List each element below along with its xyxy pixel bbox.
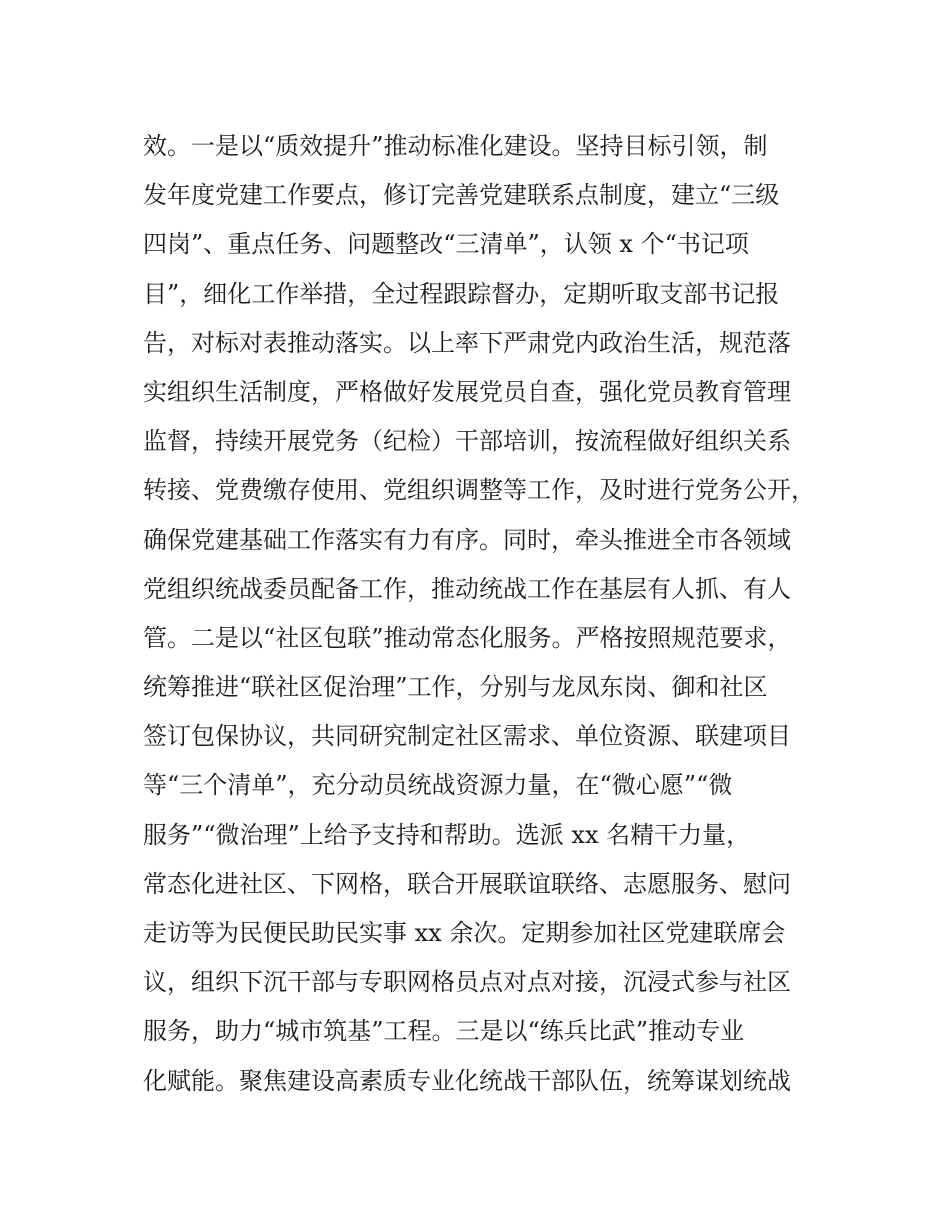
- text-line: 化赋能。聚焦建设高素质专业化统战干部队伍，统筹谋划统战: [143, 1066, 791, 1095]
- text-line: 管。二是以“社区包联”推动常态化服务。严格按照规范要求，: [143, 623, 792, 652]
- text-line: 党组织统战委员配备工作，推动统战工作在基层有人抓、有人: [143, 574, 791, 603]
- text-line: 实组织生活制度，严格做好发展党员自查，强化党员教育管理: [143, 377, 791, 406]
- text-line: 发年度党建工作要点，修订完善党建联系点制度，建立“三级: [143, 181, 780, 210]
- text-line: 签订包保协议，共同研究制定社区需求、单位资源、联建项目: [143, 722, 791, 751]
- text-line: 走访等为民便民助民实事 xx 余次。定期参加社区党建联席会: [143, 919, 786, 947]
- text-line: 目”，细化工作举措，全过程跟踪督办，定期听取支部书记报: [143, 279, 780, 308]
- text-line: 服务”“微治理”上给予支持和帮助。选派 xx 名精干力量，: [143, 820, 751, 849]
- text-line: 统筹推进“联社区促治理”工作，分别与龙凤东岗、御和社区: [143, 673, 768, 702]
- text-line: 确保党建基础工作落实有力有序。同时，牵头推进全市各领域: [143, 525, 791, 554]
- text-line: 告，对标对表推动落实。以上率下严肃党内政治生活，规范落: [143, 328, 791, 357]
- text-line: 效。一是以“质效提升”推动标准化建设。坚持目标引领，制: [143, 132, 768, 160]
- text-line: 议，组织下沉干部与专职网格员点对点对接，沉浸式参与社区: [143, 968, 791, 997]
- text-line: 监督，持续开展党务（纪检）干部培训，按流程做好组织关系: [143, 427, 791, 456]
- text-line: 常态化进社区、下网格，联合开展联谊联络、志愿服务、慰问: [143, 869, 791, 898]
- body-text: [143, 122, 833, 1106]
- text-line: 转接、党费缴存使用、党组织调整等工作，及时进行党务公开，: [143, 476, 815, 505]
- text-line: 等“三个清单”，充分动员统战资源力量，在“微心愿”“微: [143, 771, 733, 800]
- text-line: 四岗”、重点任务、问题整改“三清单”，认领 x 个“书记项: [143, 230, 749, 259]
- text-line: 服务，助力“城市筑基”工程。三是以“练兵比武”推动专业: [143, 1017, 745, 1046]
